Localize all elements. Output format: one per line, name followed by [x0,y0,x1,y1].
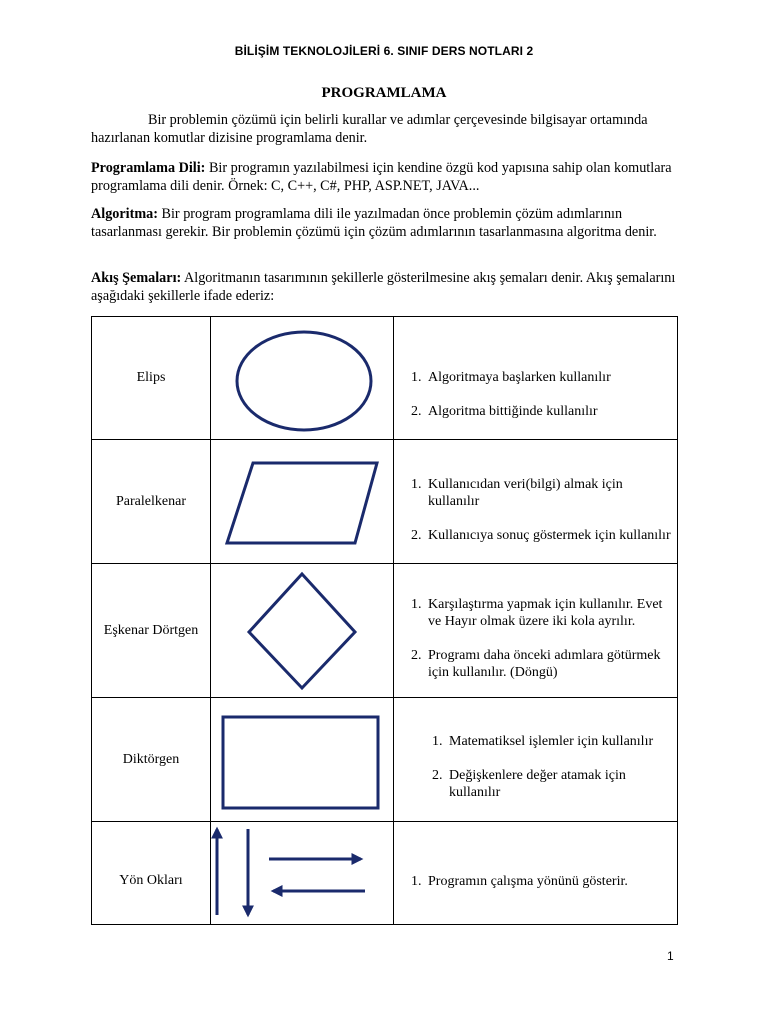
definition-programlama-dili [91,159,681,195]
rectangle-icon [211,705,393,815]
definition-text: Bir programın yazılabilmesi için kendine özgü kod yapısına sahip olan komutlara programlama dili denir. Örnek: C, C++, C#, PHP, ASP.NET, JAVA... [91,160,672,194]
shape-name-cell: Paralelkenar [92,440,211,564]
shape-description-cell [394,822,678,925]
shape-cell [211,564,394,698]
parallelogram-icon [211,447,393,557]
page-title: PROGRAMLAMA [321,85,447,101]
usage-list [394,733,677,801]
diamond-icon [211,568,393,694]
definition-algoritma [91,205,681,241]
list-item: 1. Algoritmaya başlarken kullanılır [425,369,677,386]
shape-name-cell: Yön Okları [92,822,211,925]
table-row [92,440,678,564]
table-row [92,564,678,698]
shape-description-cell [394,440,678,564]
shape-description-cell [394,564,678,698]
definition-akis-semalari [91,269,681,305]
flowchart-shapes-table [91,316,678,925]
table-row [92,317,678,440]
list-item: 2. Algoritma bittiğinde kullanılır [425,403,677,420]
shape-cell [211,698,394,822]
shape-description-cell [394,317,678,440]
usage-list [394,873,677,890]
shape-description-cell [394,698,678,822]
definition-text: Algoritmanın tasarımının şekillerle gösterilmesine akış şemaları denir. Akış şemalarını aşağıdaki şekillerle ifade ederiz: [91,270,676,304]
shape-cell [211,822,394,925]
usage-list [394,369,677,420]
page-number: 1 [667,949,674,963]
shape-cell [211,440,394,564]
shape-cell [211,317,394,440]
table-row [92,822,678,925]
definition-term: Programlama Dili: [91,160,206,176]
definition-term: Akış Şemaları: [91,270,182,286]
list-item: 2. Kullanıcıya sonuç göstermek için kullanılır [425,527,677,544]
usage-list [394,476,677,544]
page-header: BİLİŞİM TEKNOLOJİLERİ 6. SINIF DERS NOTLARI 2 [234,44,534,58]
arrows-icon [211,823,393,923]
shape-name-cell: Diktörgen [92,698,211,822]
table-row [92,698,678,822]
list-item: 1. Karşılaştırma yapmak için kullanılır. Evet ve Hayır olmak üzere iki kola ayrılır. [425,596,677,630]
list-item: 1. Kullanıcıdan veri(bilgi) almak için kullanılır [425,476,677,510]
definition-term: Algoritma: [91,206,158,222]
list-item: 1. Programın çalışma yönünü gösterir. [425,873,677,890]
ellipse-icon [222,323,382,433]
list-item: 1. Matematiksel işlemler için kullanılır [446,733,677,750]
definition-text: Bir program programlama dili ile yazılmadan önce problemin çözüm adımlarının tasarlanması gerekir. Bir problemin çözümü için çözüm adımlarının tasarlanmasına algoritma denir. [91,206,657,240]
shape-name-cell: Elips [92,317,211,440]
usage-list [394,596,677,681]
shape-name-cell: Eşkenar Dörtgen [92,564,211,698]
intro-paragraph: Bir problemin çözümü için belirli kurallar ve adımlar çerçevesinde bilgisayar ortamında hazırlanan komutlar dizisine programlama denir. [91,112,648,146]
list-item: 2. Değişkenlere değer atamak için kullanılır [446,767,677,801]
list-item: 2. Programı daha önceki adımlara götürmek için kullanılır. (Döngü) [425,647,677,681]
